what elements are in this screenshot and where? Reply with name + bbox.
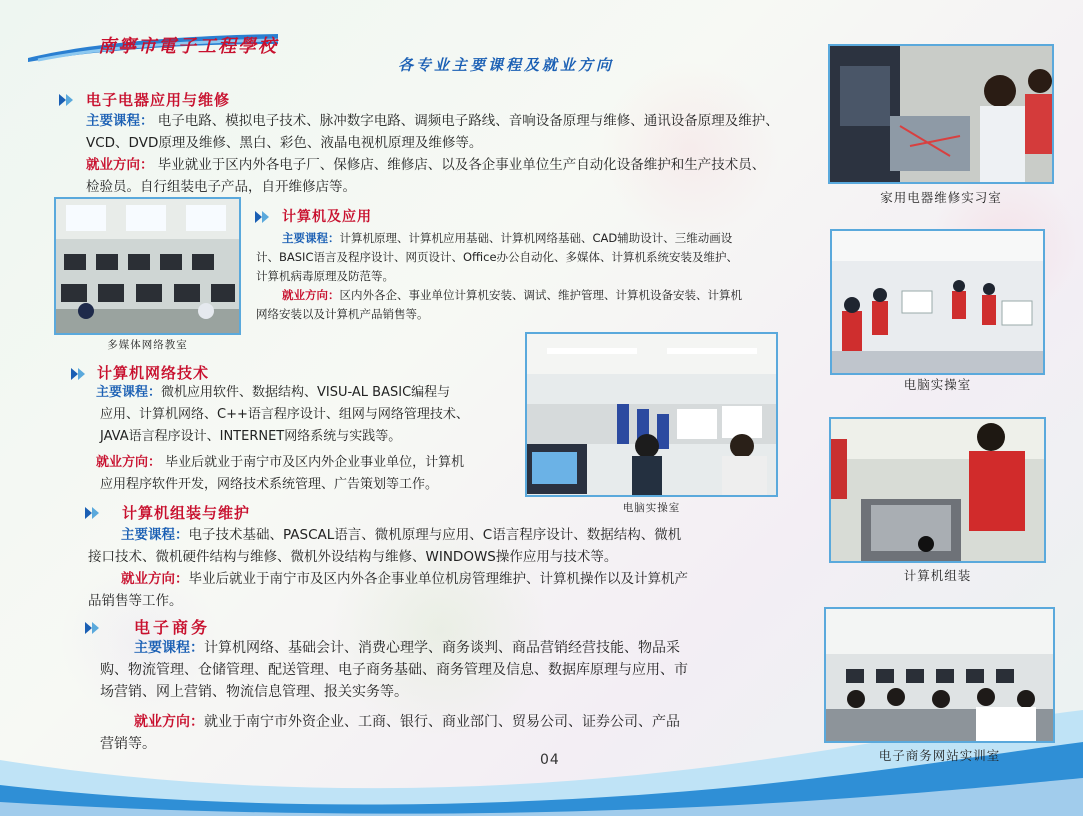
section-computer-application-text [256, 229, 796, 324]
course-text: 场营销、网上营销、物流信息管理、报关实务等。 [100, 684, 408, 700]
section-title-network-technology: 计算机网络技术 [97, 364, 210, 382]
course-label: 主要课程： [134, 640, 204, 656]
course-text: 应用、计算机网络、C++语言程序设计、组网与网络管理技术、 [100, 407, 469, 422]
job-text: 毕业后就业于南宁市及区内外各企事业单位机房管理维护、计算机操作以及计算机产 [188, 571, 688, 587]
caption-multimedia-classroom: 多媒体网络教室 [107, 339, 188, 351]
section-network-technology-text [96, 382, 516, 496]
section-title-electronics: 电子电器应用与维修 [86, 91, 231, 109]
course-text: 计算机网络、基础会计、消费心理学、商务谈判、商品营销经营技能、物品采 [204, 640, 680, 656]
section-title-ecommerce: 电子商务 [134, 618, 211, 637]
course-text: 计、BASIC语言及程序设计、网页设计、Office办公自动化、多媒体、计算机系统安装及维护、 [256, 250, 739, 264]
course-label: 主要课程： [96, 385, 162, 400]
section-title-computer-assembly: 计算机组装与维护 [122, 504, 251, 522]
caption-computer-assembly: 计算机组装 [903, 568, 972, 583]
job-text: 应用程序软件开发，网络技术系统管理、广告策划等工作。 [100, 477, 439, 492]
job-text: 毕业就业于区内外各电子厂、保修店、维修店、以及各企事业单位生产自动化设备维护和生产技术员、 [157, 157, 766, 173]
section-arrow-icon [70, 366, 88, 382]
course-text: 电子电路、模拟电子技术、脉冲数字电路、调频电子路线、音响设备原理与维修、通讯设备原理及维护、 [157, 113, 779, 129]
job-text: 网络安装以及计算机产品销售等。 [256, 307, 429, 321]
photo-computer-lab-center [525, 332, 778, 497]
job-text: 检验员。自行组装电子产品，自开维修店等。 [86, 179, 356, 195]
course-text: JAVA语言程序设计、INTERNET网络系统与实践等。 [100, 429, 402, 444]
caption-computer-lab-right: 电脑实操室 [903, 377, 972, 392]
section-arrow-icon [254, 209, 272, 225]
job-text: 毕业后就业于南宁市及区内外企业事业单位，计算机 [165, 455, 465, 470]
section-ecommerce-text [100, 637, 800, 755]
section-arrow-icon [84, 505, 102, 521]
photo-appliance-lab [828, 44, 1054, 184]
course-text: VCD、DVD原理及维修、黑白、彩色、液晶电视机原理及维修等。 [86, 135, 483, 151]
page-title: 各专业主要课程及就业方向 [398, 56, 615, 74]
course-label: 主要课程： [282, 231, 340, 245]
job-text: 区内外各企、事业单位计算机安装、调试、维护管理、计算机设备安装、计算机 [339, 288, 742, 302]
section-electronics-text [86, 110, 806, 198]
section-computer-assembly-text [88, 524, 808, 612]
school-name: 南寧市電子工程學校 [98, 36, 278, 57]
caption-appliance-lab: 家用电器维修实习室 [880, 190, 1002, 205]
course-label: 主要课程： [86, 113, 154, 129]
photo-computer-assembly [829, 417, 1046, 563]
course-label: 主要课程： [121, 527, 189, 543]
course-text: 电子技术基础、PASCAL语言、微机原理与应用、C语言程序设计、数据结构、微机 [188, 527, 682, 543]
photo-ecommerce-lab [824, 607, 1055, 743]
job-label: 就业方向： [121, 571, 189, 587]
section-title-computer-application: 计算机及应用 [282, 209, 372, 225]
photo-computer-lab-right [830, 229, 1045, 375]
job-label: 就业方向： [282, 288, 340, 302]
photo-multimedia-classroom [54, 197, 241, 335]
caption-computer-lab-center: 电脑实操室 [622, 502, 681, 514]
job-label: 就业方向： [96, 455, 162, 470]
job-label: 就业方向： [86, 157, 154, 173]
course-text: 微机应用软件、数据结构、VISU-AL BASIC编程与 [161, 385, 451, 400]
course-text: 购、物流管理、仓储管理、配送管理、电子商务基础、商务管理及信息、数据库原理与应用、市 [100, 662, 688, 678]
job-text: 品销售等工作。 [88, 593, 183, 609]
course-text: 计算机病毒原理及防范等。 [256, 269, 394, 283]
job-label: 就业方向： [134, 714, 204, 730]
section-arrow-icon [84, 620, 102, 636]
job-text: 就业于南宁市外资企业、工商、银行、商业部门、贸易公司、证券公司、产品 [204, 714, 680, 730]
caption-ecommerce-lab: 电子商务网站实训室 [878, 748, 1001, 763]
course-text: 计算机原理、计算机应用基础、计算机网络基础、CAD辅助设计、三维动画设 [339, 231, 733, 245]
section-arrow-icon [58, 92, 76, 108]
course-text: 接口技术、微机硬件结构与维修、微机外设结构与维修、WINDOWS操作应用与技术等。 [88, 549, 618, 565]
page-number: 04 [540, 752, 560, 768]
job-text: 营销等。 [100, 736, 156, 752]
